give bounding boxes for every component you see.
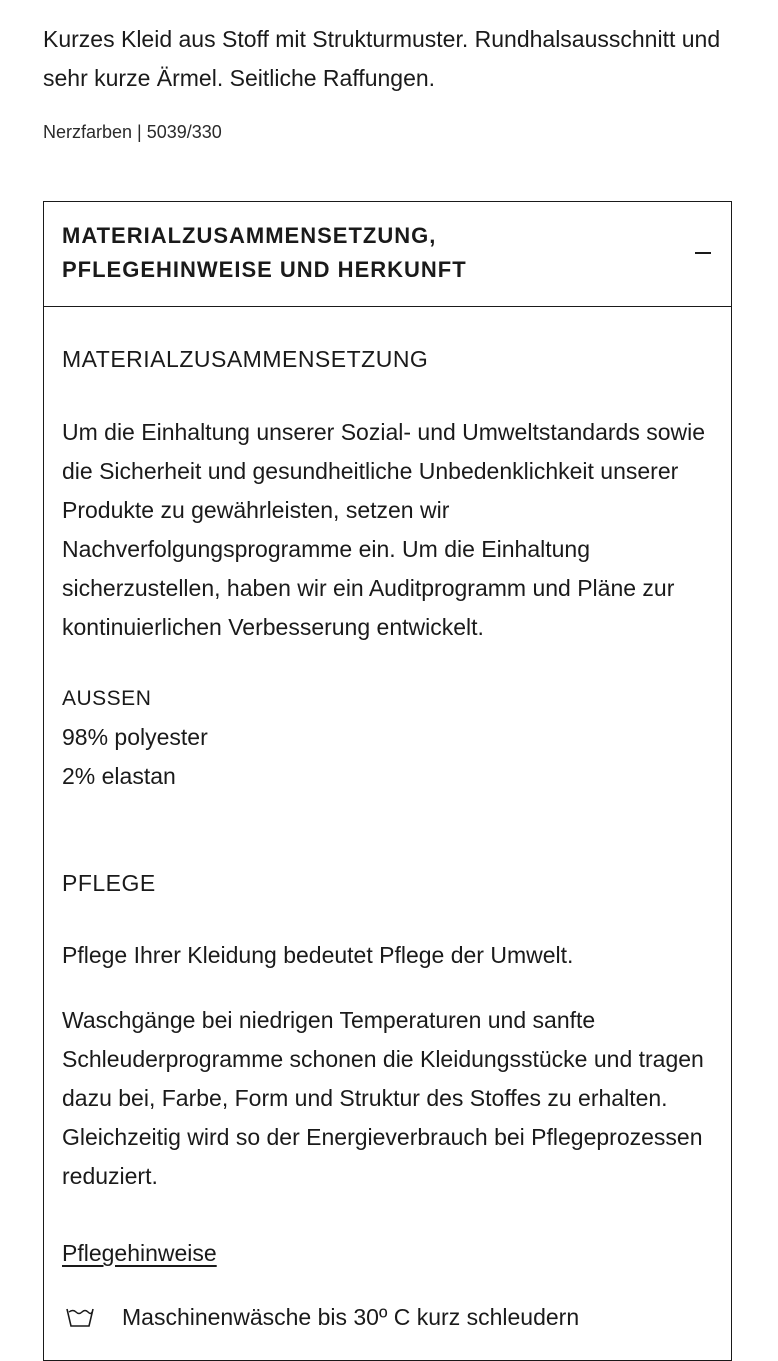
composition-heading: MATERIALZUSAMMENSETZUNG — [62, 346, 429, 372]
accordion-header[interactable] — [44, 202, 731, 307]
care-instruction-row — [62, 1299, 722, 1339]
composition-text: Um die Einhaltung unserer Sozial- und Umweltstandards sowie die Sicherheit und gesundheitliche Unbedenklichkeit unserer Produkte zu gewährleisten, setzen wir Nachverfolgungsprogramme ein. Um die Einhaltung sicherzustellen, haben wir ein Auditprogramm und Pläne zur kontinuierlichen Verbesserung entwickelt. — [62, 419, 706, 640]
material-line: 2% elastan — [62, 763, 176, 789]
accordion-title-line-2: PFLEGEHINWEISE UND HERKUNFT — [62, 257, 467, 282]
part-label-outer: AUSSEN — [62, 687, 152, 710]
accordion-title-line-1: MATERIALZUSAMMENSETZUNG, — [62, 223, 437, 248]
composition-care-accordion — [43, 201, 732, 1361]
wash-tub-icon — [66, 1306, 94, 1328]
accordion-title — [62, 219, 467, 287]
product-color-reference: Nerzfarben | 5039/330 — [43, 122, 222, 142]
care-instructions-link[interactable]: Pflegehinweise — [62, 1240, 217, 1266]
care-intro: Pflege Ihrer Kleidung bedeutet Pflege der Umwelt. — [62, 942, 574, 968]
care-heading: PFLEGE — [62, 870, 156, 896]
care-instruction-text: Maschinenwäsche bis 30º C kurz schleudern — [122, 1304, 580, 1330]
material-line: 98% polyester — [62, 724, 208, 750]
minus-icon[interactable] — [695, 252, 711, 254]
care-text: Waschgänge bei niedrigen Temperaturen und sanfte Schleuderprogramme schonen die Kleidungsstücke und tragen dazu bei, Farbe, Form und Struktur des Stoffes zu erhalten. Gleichzeitig wird so der Energieverbrauch bei Pflegeprozessen reduziert. — [62, 1007, 704, 1189]
product-description: Kurzes Kleid aus Stoff mit Strukturmuster. Rundhalsausschnitt und sehr kurze Ärmel. Seitliche Raffungen. — [43, 26, 721, 91]
